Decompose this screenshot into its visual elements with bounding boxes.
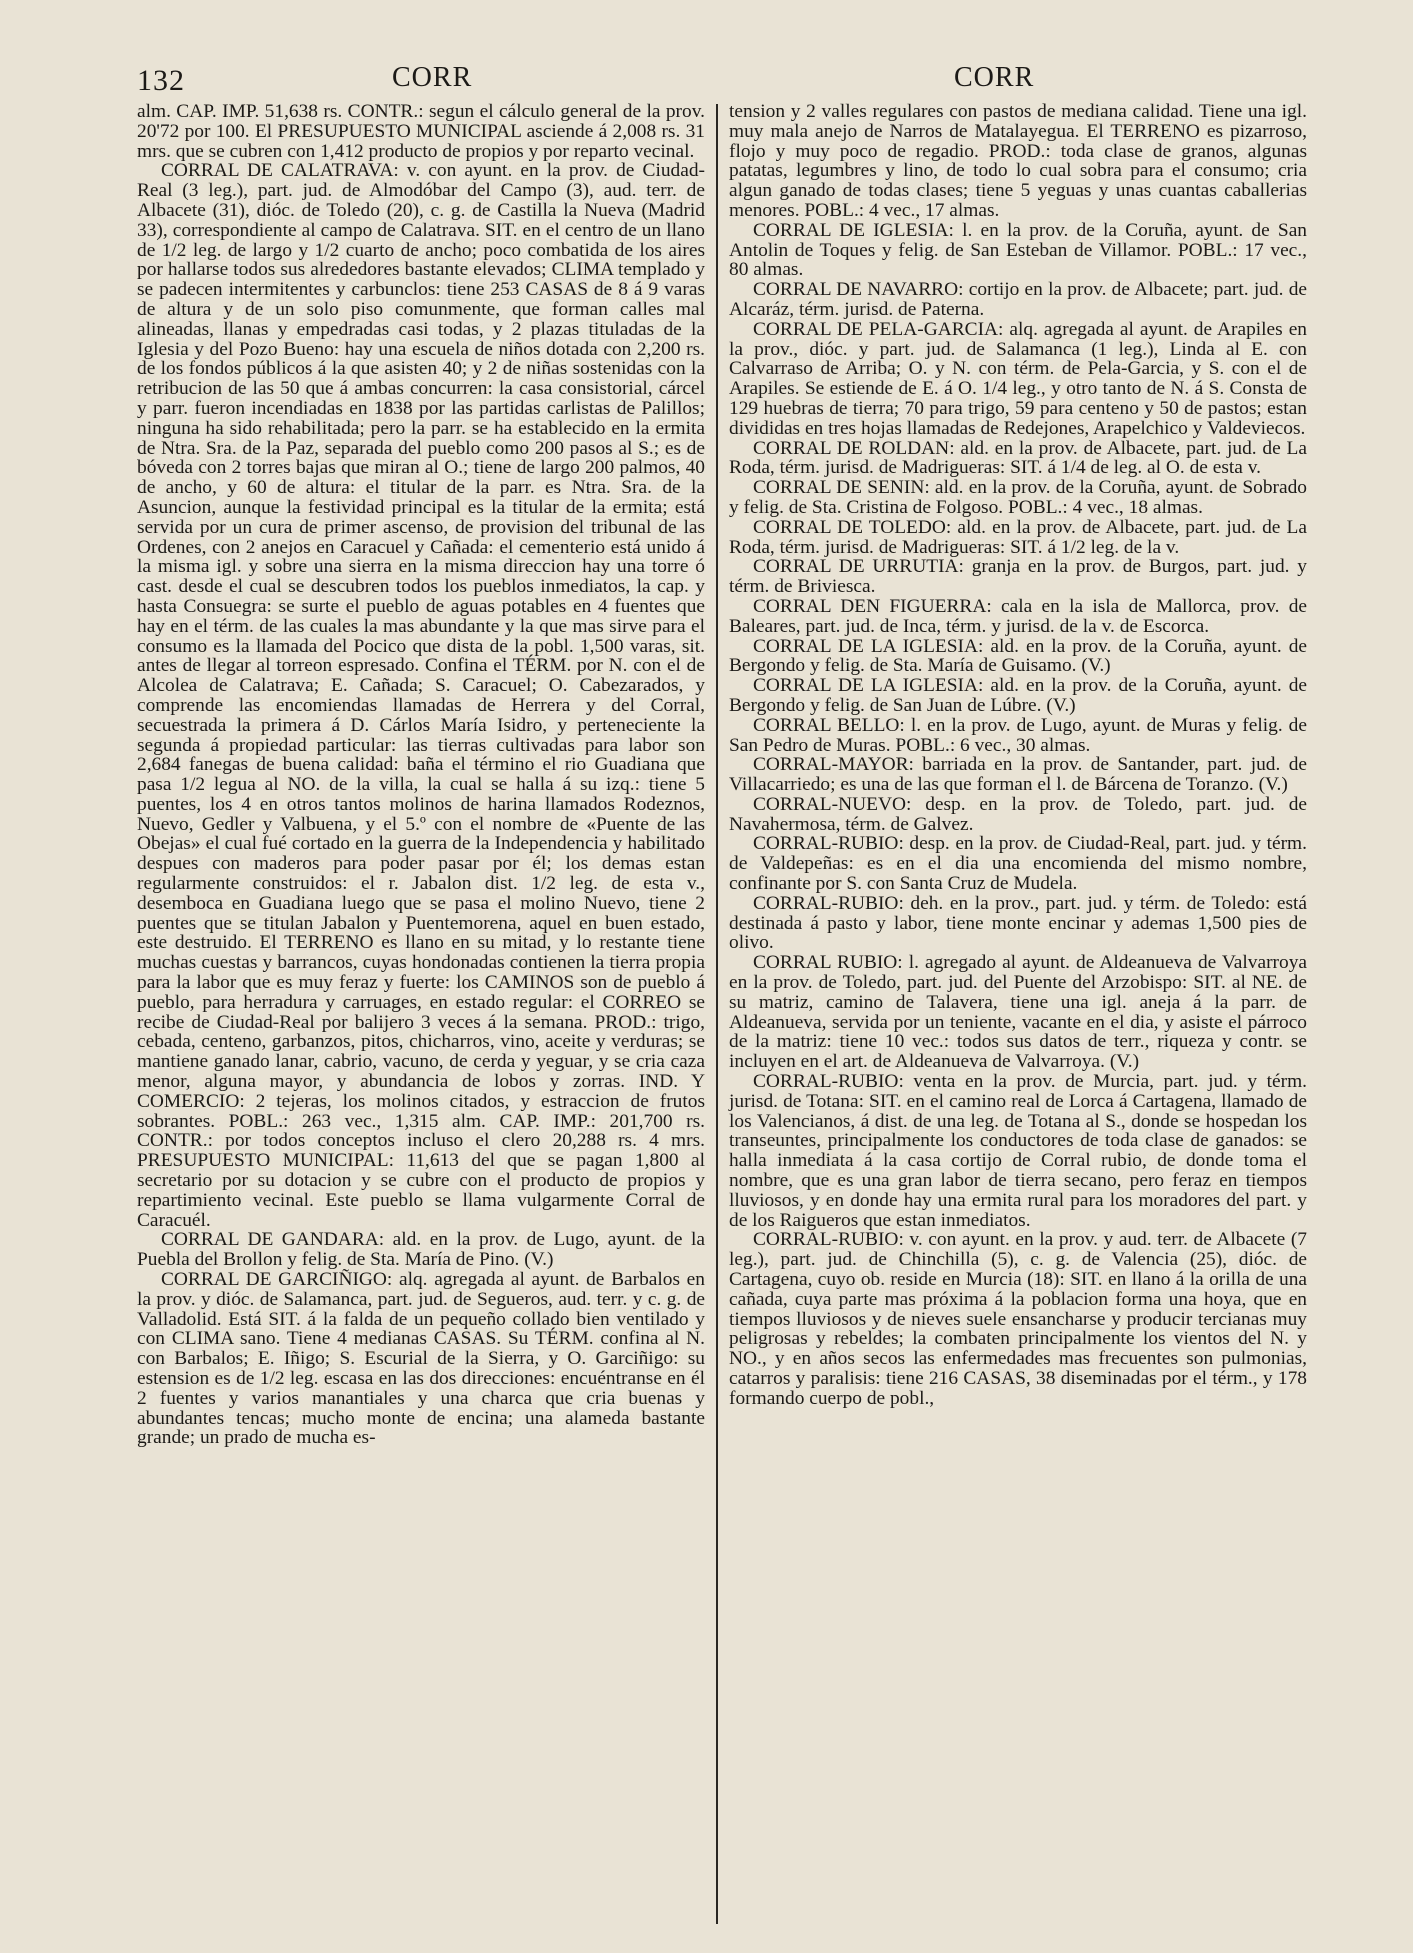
entry-corral-mayor: CORRAL-MAYOR: barriada en la prov. de Santander, part. jud. de Villacarriedo; es una de las que forman el l. de Bárcena de Toranzo. (V.): [729, 754, 1307, 796]
entry-corral-de-la-iglesia-2: CORRAL DE LA IGLESIA: ald. en la prov. de la Coruña, ayunt. de Bergondo y felig. de San Juan de Lúbre. (V.): [729, 675, 1307, 716]
column-divider: [716, 104, 718, 1924]
entry-corral-de-garcinigo: CORRAL DE GARCIÑIGO: alq. agregada al ayunt. de Barbalos en la prov. y dióc. de Salamanca, part. jud. de Segueros, aud. terr. y c. g. de Valladolid. Está SIT. á la falda de un pequeño collado bien ventilado y con CLIMA sano. Tiene 4 medianas CASAS. Su TÉRM. confina al N. con Barbalos; E. Iñigo; S. Escurial de la Sierra, y O. Garciñigo: su estension es de 1/2 leg. escasa en las dos direcciones: encuéntranse en él 2 fuentes y varios manantiales y una charca que cria buenas y abundantes tencas; mucho monte de encina; una alameda bastante grande; un prado de mucha es-: [137, 1269, 705, 1449]
entry-paragraph: alm. CAP. IMP. 51,638 rs. CONTR.: segun el cálculo general de la prov. 20'72 por 100. El PRESUPUESTO MUNICIPAL asciende á 2,008 rs. 31 mrs. que se cubren con 1,412 producto de propios y por reparto vecinal.: [137, 101, 705, 162]
entry-corral-rubio-2: CORRAL-RUBIO: deh. en la prov., part. jud. y térm. de Toledo: está destinada á pasto y labor, tiene monte encinar y ademas 1,500 pies de olivo.: [729, 892, 1307, 954]
entry-corral-rubio-3: CORRAL RUBIO: l. agregado al ayunt. de Aldeanueva de Valvarroya en la prov. de Toledo, part. jud. del Puente del Arzobispo: SIT. al NE. de su matriz, camino de Talavera, tiene una igl. aneja á la parr. de Aldeanueva, servida por un teniente, vacante en el dia, y asiste el párroco de la matriz: tiene 10 vec.: todos sus datos de terr., riqueza y contr. se incluyen en el art. de Aldeanueva de Valvarroya. (V.): [729, 952, 1307, 1073]
entry-corral-de-senin: CORRAL DE SENIN: ald. en la prov. de la Coruña, ayunt. de Sobrado y felig. de Sta. Cristina de Folgoso. POBL.: 4 vec., 18 almas.: [729, 477, 1307, 518]
entry-corral-nuevo: CORRAL-NUEVO: desp. en la prov. de Toledo, part. jud. de Navahermosa, térm. de Galvez.: [729, 793, 1307, 835]
entry-corral-de-navarro: CORRAL DE NAVARRO: cortijo en la prov. de Albacete; part. jud. de Alcaráz, térm. jurisd. de Paterna.: [729, 279, 1307, 320]
entry-corral-bello: CORRAL BELLO: l. en la prov. de Lugo, ayunt. de Muras y felig. de San Pedro de Muras. POBL.: 6 vec., 30 almas.: [729, 714, 1307, 756]
left-column: [137, 102, 705, 1448]
entry-corral-rubio-1: CORRAL-RUBIO: desp. en la prov. de Ciudad-Real, part. jud. y térm. de Valdepeñas: es en el dia una encomienda del mismo nombre, confinante por S. con Santa Cruz de Mudela.: [729, 833, 1307, 895]
right-running-head: CORR: [954, 62, 1035, 93]
entry-paragraph: tension y 2 valles regulares con pastos de mediana calidad. Tiene una igl. muy mala anejo de Narros de Matalayegua. El TERRENO es pizarroso, flojo y muy poco de regadio. PROD.: toda clase de granos, algunas patatas, legumbres y lino, de todo lo cual sobra para el consumo; cria algun ganado de todas clases; tiene 5 yeguas y unas cuantas caballerias menores. POBL.: 4 vec., 17 almas.: [729, 101, 1307, 221]
left-running-head: CORR: [392, 62, 473, 93]
entry-corral-de-gandara: CORRAL DE GANDARA: ald. en la prov. de Lugo, ayunt. de la Puebla del Brollon y felig. de Sta. María de Pino. (V.): [137, 1229, 705, 1271]
entry-corral-de-urrutia: CORRAL DE URRUTIA: granja en la prov. de Burgos, part. jud. y térm. de Briviesca.: [729, 556, 1307, 598]
entry-corral-de-calatrava: CORRAL DE CALATRAVA: v. con ayunt. en la prov. de Ciudad-Real (3 leg.), part. jud. de Almodóbar del Campo (3), aud. terr. de Albacete (31), dióc. de Toledo (20), c. g. de Castilla la Nueva (Madrid 33), correspondiente al campo de Calatrava. SIT. en el centro de un llano de 1/2 leg. de largo y 1/2 cuarto de ancho; poco combatida de los aires por hallarse todos sus alrededores bastante elevados; CLIMA templado y se padecen intermitentes y carbunclos: tiene 253 CASAS de 8 á 9 varas de altura y de un solo piso comunmente, que forman calles mal alineadas, llanas y empedradas casi todas, y 2 plazas tituladas de la Iglesia y del Pozo Bueno: hay una escuela de niños dotada con 2,200 rs. de los fondos públicos á la que asisten 40; y 2 de niñas sostenidas con la retribucion de las 50 que á ambas concurren: la casa consistorial, cárcel y parr. fueron incendiadas en 1838 por las partidas carlistas de Palillos; ninguna ha sido rehabilitada; pero la parr. se ha establecido en la ermita de Ntra. Sra. de la Paz, separada del pueblo como 200 pasos al S.; es de bóveda con 2 torres bajas que miran al O.; tiene de largo 200 palmos, 40 de ancho, y 60 de altura: el titular de la parr. es Ntra. Sra. de la Asuncion, aunque la festividad principal es la titular de la ermita; está servida por un cura de primer ascenso, de provision del tribunal de las Ordenes, con 2 anejos en Caracuel y Cañada: el cementerio está unido á la misma igl. y sobre una sierra en la misma direccion hay una torre ó cast. desde el cual se descubren todos los pueblos inmediatos, la cap. y hasta Consuegra: se surte el pueblo de aguas potables en 4 fuentes que hay en el térm. de las cuales la mas abundante y la que mas sirve para el consumo es la llamada del Pocico que dista de la pobl. 1,500 varas, sit. antes de llegar al torreon espresado. Confina el TÉRM. por N. con el de Alcolea de Calatrava; E. Cañada; S. Caracuel; O. Cabezarados, y comprende las encomiendas llamadas de Herrera y del Corral, secuestrada la primera á D. Cárlos María Isidro, y perteneciente la segunda á propiedad particular: las tierras cultivadas para labor son 2,684 fanegas de buena calidad: baña el término el rio Guadiana que pasa 1/2 legua al NO. de la villa, la cual se halla á su izq.: tiene 5 puentes, los 4 en otros tantos molinos de harina llamados Rodeznos, Nuevo, Gedler y Valbuena, y el 5.º con el nombre de «Puente de las Obejas» el cual fué cortado en la guerra de la Independencia y habilitado despues con maderos para poder pasar por él; los demas estan regularmente construidos: el r. Jabalon dist. 1/2 leg. de esta v., desemboca en Guadiana luego que se pasa el molino Nuevo, tiene 2 puentes que se titulan Jabalon y Puentemorena, aquel en buen estado, este destruido. El TERRENO es llano en su mitad, y lo restante tiene muchas cuestas y barrancos, cuyas hondonadas contienen la tierra propia para la labor que es muy feraz y fuerte: los CAMINOS son de pueblo á pueblo, para herradura y carruages, en estado regular: el CORREO se recibe de Ciudad-Real por balijero 3 veces á la semana. PROD.: trigo, cebada, centeno, garbanzos, pitos, chicharros, vino, aceite y verduras; se mantiene ganado lanar, cabrio, vacuno, de cerda y yeguar, y se cria caza menor, alguna mayor, y abundancia de lobos y zorras. IND. Y COMERCIO: 2 tejeras, los molinos citados, y estraccion de frutos sobrantes. POBL.: 263 vec., 1,315 alm. CAP. IMP.: 201,700 rs. CONTR.: por todos conceptos incluso el clero 20,288 rs. 4 mrs. PRESUPUESTO MUNICIPAL: 11,613 del que se pagan 1,800 al secretario por su dotacion y se cubre con el producto de propios y repartimiento vecinal. Este pueblo se llama vulgarmente Corral de Caracuél.: [137, 160, 705, 1231]
entry-corral-de-toledo: CORRAL DE TOLEDO: ald. en la prov. de Albacete, part. jud. de La Roda, térm. jurisd. de Madrigueras: SIT. á 1/2 leg. de la v.: [729, 516, 1307, 558]
entry-corral-de-pela-garcia: CORRAL DE PELA-GARCIA: alq. agregada al ayunt. de Arapiles en la prov., dióc. y part. jud. de Salamanca (1 leg.), Linda al E. con Calvarraso de Arriba; O. y N. con térm. de Pela-Garcia, y S. con el de Arapiles. Se estiende de E. á O. 1/4 leg., y otro tanto de N. á S. Consta de 129 huebras de tierra; 70 para trigo, 59 para centeno y 50 de pastos; estan divididas en tres hojas llamadas de Redejones, Arapelchico y Valdeviecos.: [729, 318, 1307, 439]
entry-corral-den-figuerra: CORRAL DEN FIGUERRA: cala en la isla de Mallorca, prov. de Baleares, part. jud. de Inca, térm. y jurisd. de la v. de Escorca.: [729, 595, 1307, 637]
entry-corral-de-iglesia: CORRAL DE IGLESIA: l. en la prov. de la Coruña, ayunt. de San Antolin de Toques y felig. de San Esteban de Villamor. POBL.: 17 vec., 80 almas.: [729, 219, 1307, 281]
entry-corral-rubio-4: CORRAL-RUBIO: venta en la prov. de Murcia, part. jud. y térm. jurisd. de Totana: SIT. en el camino real de Lorca á Cartagena, llamado de los Valencianos, á dist. de una leg. de Totana al S., donde se hospedan los transeuntes, principalmente los conductores de toda clase de ganados: se halla inmediata á la casa cortijo de Corral rubio, de donde toma el nombre, que es una gran labor de tierra secano, pero feraz en tiempos lluviosos, y en donde hay una ermita rural para los moradores del part. y de los Raigueros que estan inmediatos.: [729, 1071, 1307, 1231]
right-column: [729, 102, 1307, 1409]
entry-corral-de-la-iglesia-1: CORRAL DE LA IGLESIA: ald. en la prov. de la Coruña, ayunt. de Bergondo y felig. de Sta. María de Guisamo. (V.): [729, 635, 1307, 677]
entry-corral-rubio-5: CORRAL-RUBIO: v. con ayunt. en la prov. y aud. terr. de Albacete (7 leg.), part. jud. de Chinchilla (5), c. g. de Valencia (25), dióc. de Cartagena, cuyo ob. reside en Murcia (18): SIT. en llano á la orilla de una cañada, cuya parte mas próxima á la poblacion forma una hoya, que en tiempos lluviosos y de nieves suele ensancharse y producir tercianas muy peligrosas y rebeldes; la combaten principalmente los vientos del N. y NO., y en años secos las enfermedades mas frecuentes son pulmonias, catarros y paralisis: tiene 216 CASAS, 38 diseminadas por el térm., y 178 formando cuerpo de pobl.,: [729, 1229, 1307, 1409]
entry-corral-de-roldan: CORRAL DE ROLDAN: ald. en la prov. de Albacete, part. jud. de La Roda, térm. jurisd. de Madrigueras: SIT. á 1/4 de leg. al O. de esta v.: [729, 437, 1307, 479]
page-number: 132: [137, 64, 185, 97]
